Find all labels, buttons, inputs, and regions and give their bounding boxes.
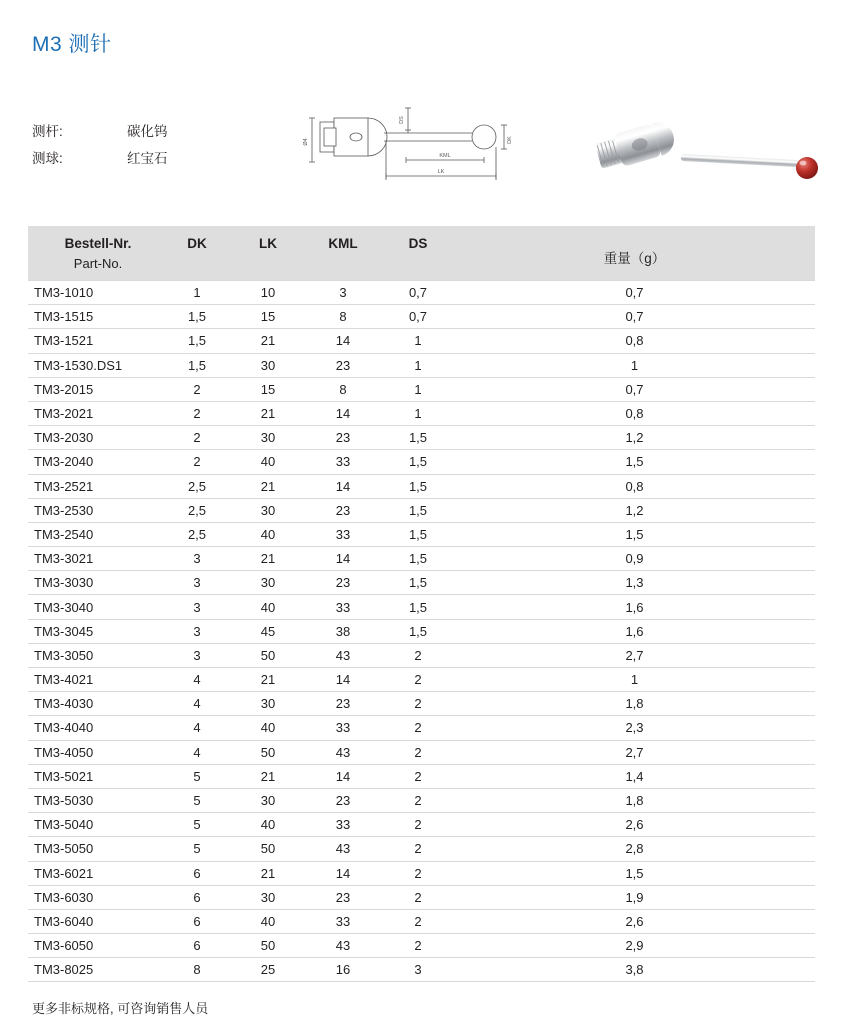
cell-ds: 1,5 [382,450,454,474]
cell-ds: 1 [382,329,454,353]
cell-weight: 1,5 [454,861,815,885]
column-header-spacer [382,253,454,281]
cell-dk: 6 [162,909,232,933]
cell-dk: 1 [162,281,232,305]
cell-kml: 43 [304,934,382,958]
cell-kml: 23 [304,571,382,595]
table-row [28,861,815,885]
cell-lk: 30 [232,788,304,812]
cell-ds: 2 [382,837,454,861]
cell-weight: 3,8 [454,958,815,982]
cell-lk: 30 [232,426,304,450]
cell-dk: 2,5 [162,474,232,498]
cell-ds: 2 [382,788,454,812]
cell-kml: 43 [304,740,382,764]
cell-weight: 2,6 [454,813,815,837]
cell-weight: 0,7 [454,305,815,329]
table-row [28,764,815,788]
cell-part-no: TM3-5050 [28,837,162,861]
cell-lk: 21 [232,401,304,425]
cell-dk: 3 [162,643,232,667]
cell-lk: 50 [232,643,304,667]
cell-dk: 2,5 [162,498,232,522]
cell-dk: 1,5 [162,329,232,353]
table-row [28,813,815,837]
cell-part-no: TM3-6021 [28,861,162,885]
table-row [28,692,815,716]
cell-dk: 4 [162,716,232,740]
drawing-label-ds: DS [399,116,405,124]
cell-weight: 2,8 [454,837,815,861]
spec-value: 碳化钨 [127,124,168,139]
cell-lk: 21 [232,547,304,571]
cell-weight: 1,2 [454,426,815,450]
cell-part-no: TM3-3030 [28,571,162,595]
spec-list [32,120,168,174]
cell-weight: 1,3 [454,571,815,595]
cell-weight: 0,8 [454,401,815,425]
table-row [28,934,815,958]
cell-kml: 14 [304,329,382,353]
cell-ds: 1,5 [382,522,454,546]
cell-ds: 2 [382,885,454,909]
cell-part-no: TM3-8025 [28,958,162,982]
cell-weight: 2,9 [454,934,815,958]
spec-label: 测杆: [32,124,63,139]
cell-ds: 1,5 [382,426,454,450]
cell-lk: 40 [232,522,304,546]
column-header-lk: LK [232,226,304,253]
cell-part-no: TM3-2540 [28,522,162,546]
cell-kml: 16 [304,958,382,982]
cell-lk: 30 [232,498,304,522]
cell-part-no: TM3-3021 [28,547,162,571]
cell-weight: 0,7 [454,377,815,401]
cell-kml: 23 [304,692,382,716]
cell-weight: 1,6 [454,619,815,643]
cell-kml: 43 [304,643,382,667]
spec-row [32,147,168,167]
cell-ds: 1 [382,353,454,377]
cell-ds: 2 [382,716,454,740]
table-row [28,885,815,909]
cell-kml: 33 [304,522,382,546]
cell-part-no: TM3-3045 [28,619,162,643]
cell-ds: 1,5 [382,571,454,595]
cell-lk: 15 [232,305,304,329]
cell-ds: 1 [382,401,454,425]
cell-part-no: TM3-2040 [28,450,162,474]
table-row [28,377,815,401]
cell-dk: 2 [162,450,232,474]
cell-dk: 2 [162,426,232,450]
cell-dk: 6 [162,885,232,909]
cell-kml: 14 [304,474,382,498]
cell-part-no: TM3-4040 [28,716,162,740]
cell-kml: 23 [304,498,382,522]
cell-part-no: TM3-2021 [28,401,162,425]
table-row [28,474,815,498]
table-row [28,401,815,425]
table-row [28,716,815,740]
cell-lk: 30 [232,571,304,595]
cell-kml: 23 [304,788,382,812]
cell-dk: 5 [162,837,232,861]
cell-kml: 33 [304,716,382,740]
cell-ds: 1,5 [382,595,454,619]
cell-weight: 1,9 [454,885,815,909]
cell-ds: 2 [382,643,454,667]
table-row [28,329,815,353]
cell-kml: 14 [304,547,382,571]
cell-dk: 1,5 [162,305,232,329]
cell-dk: 6 [162,861,232,885]
cell-lk: 40 [232,716,304,740]
cell-part-no: TM3-6040 [28,909,162,933]
cell-dk: 5 [162,813,232,837]
cell-part-no: TM3-2521 [28,474,162,498]
column-header-kml: KML [304,226,382,253]
cell-weight: 1,5 [454,450,815,474]
cell-dk: 5 [162,764,232,788]
table-row [28,281,815,305]
cell-kml: 33 [304,595,382,619]
cell-lk: 25 [232,958,304,982]
column-header-spacer [232,253,304,281]
cell-ds: 1,5 [382,619,454,643]
cell-part-no: TM3-3050 [28,643,162,667]
cell-dk: 5 [162,788,232,812]
cell-kml: 8 [304,305,382,329]
cell-kml: 3 [304,281,382,305]
spec-row [32,120,168,140]
cell-dk: 4 [162,668,232,692]
cell-lk: 50 [232,740,304,764]
cell-lk: 45 [232,619,304,643]
cell-lk: 40 [232,909,304,933]
table-body [28,281,815,982]
table-row [28,837,815,861]
cell-ds: 3 [382,958,454,982]
cell-kml: 33 [304,909,382,933]
cell-part-no: TM3-5040 [28,813,162,837]
cell-dk: 2,5 [162,522,232,546]
column-header-spacer [162,253,232,281]
cell-part-no: TM3-1010 [28,281,162,305]
cell-part-no: TM3-6050 [28,934,162,958]
cell-dk: 3 [162,547,232,571]
cell-part-no: TM3-5030 [28,788,162,812]
drawing-label-lk: LK [437,169,445,175]
column-header-part-no: Bestell-Nr. [28,226,162,253]
cell-weight: 1,8 [454,692,815,716]
table-row [28,426,815,450]
table-row [28,595,815,619]
cell-kml: 14 [304,764,382,788]
cell-lk: 21 [232,861,304,885]
column-header-weight: 重量（g） [454,226,815,281]
stylus-technical-drawing [298,100,543,205]
cell-dk: 2 [162,401,232,425]
spec-label: 测球: [32,151,63,166]
cell-lk: 15 [232,377,304,401]
cell-dk: 4 [162,692,232,716]
cell-part-no: TM3-1515 [28,305,162,329]
table-row [28,958,815,982]
cell-kml: 33 [304,450,382,474]
table-row [28,643,815,667]
cell-lk: 21 [232,474,304,498]
cell-lk: 40 [232,813,304,837]
cell-ds: 1 [382,377,454,401]
drawing-label-dk: DK [507,136,513,144]
cell-kml: 23 [304,885,382,909]
stylus-product-photo [583,104,843,204]
table-row [28,498,815,522]
cell-weight: 0,8 [454,329,815,353]
cell-weight: 0,9 [454,547,815,571]
cell-weight: 1 [454,668,815,692]
table-row [28,522,815,546]
cell-lk: 21 [232,668,304,692]
cell-ds: 0,7 [382,281,454,305]
cell-lk: 50 [232,934,304,958]
cell-kml: 14 [304,401,382,425]
cell-dk: 2 [162,377,232,401]
cell-ds: 2 [382,909,454,933]
cell-part-no: TM3-4030 [28,692,162,716]
cell-kml: 23 [304,353,382,377]
cell-weight: 2,3 [454,716,815,740]
cell-lk: 40 [232,450,304,474]
cell-kml: 23 [304,426,382,450]
cell-part-no: TM3-4021 [28,668,162,692]
cell-ds: 2 [382,740,454,764]
spec-and-figures [28,100,815,220]
cell-weight: 0,7 [454,281,815,305]
cell-kml: 43 [304,837,382,861]
table-header [28,226,815,281]
cell-lk: 50 [232,837,304,861]
column-header-part-no-secondary: Part-No. [28,253,162,281]
spec-value: 红宝石 [127,151,168,166]
cell-dk: 1,5 [162,353,232,377]
cell-ds: 1,5 [382,474,454,498]
table-row [28,619,815,643]
cell-lk: 30 [232,692,304,716]
cell-dk: 3 [162,595,232,619]
cell-lk: 30 [232,885,304,909]
column-header-dk: DK [162,226,232,253]
parts-table [28,226,815,982]
cell-lk: 40 [232,595,304,619]
cell-weight: 2,6 [454,909,815,933]
cell-part-no: TM3-1521 [28,329,162,353]
cell-part-no: TM3-2030 [28,426,162,450]
cell-dk: 8 [162,958,232,982]
table-row [28,909,815,933]
cell-dk: 6 [162,934,232,958]
table-row [28,450,815,474]
cell-ds: 1,5 [382,547,454,571]
cell-part-no: TM3-6030 [28,885,162,909]
table-row [28,353,815,377]
cell-lk: 21 [232,764,304,788]
cell-part-no: TM3-3040 [28,595,162,619]
cell-weight: 1,5 [454,522,815,546]
footnote: 更多非标规格, 可咨询销售人员 [32,1001,209,1017]
cell-kml: 33 [304,813,382,837]
cell-weight: 1,4 [454,764,815,788]
cell-weight: 1,2 [454,498,815,522]
cell-ds: 1,5 [382,498,454,522]
cell-weight: 1,6 [454,595,815,619]
table-row [28,305,815,329]
cell-part-no: TM3-2015 [28,377,162,401]
table-row [28,547,815,571]
cell-lk: 30 [232,353,304,377]
cell-ds: 2 [382,813,454,837]
cell-lk: 10 [232,281,304,305]
drawing-label-d4: Ø4 [303,138,309,146]
cell-part-no: TM3-2530 [28,498,162,522]
cell-kml: 38 [304,619,382,643]
column-header-ds: DS [382,226,454,253]
cell-dk: 4 [162,740,232,764]
cell-ds: 2 [382,692,454,716]
cell-ds: 0,7 [382,305,454,329]
cell-ds: 2 [382,668,454,692]
cell-kml: 14 [304,861,382,885]
cell-part-no: TM3-5021 [28,764,162,788]
cell-kml: 8 [304,377,382,401]
cell-ds: 2 [382,934,454,958]
cell-lk: 21 [232,329,304,353]
cell-part-no: TM3-4050 [28,740,162,764]
table-row [28,668,815,692]
page-title: M3 测针 [32,33,112,56]
cell-weight: 1,8 [454,788,815,812]
cell-dk: 3 [162,571,232,595]
cell-ds: 2 [382,861,454,885]
column-header-spacer [304,253,382,281]
cell-weight: 2,7 [454,740,815,764]
table-row [28,571,815,595]
table-row [28,740,815,764]
cell-kml: 14 [304,668,382,692]
drawing-label-kml: KML [439,153,451,159]
cell-dk: 3 [162,619,232,643]
cell-weight: 1 [454,353,815,377]
table-row [28,788,815,812]
cell-ds: 2 [382,764,454,788]
cell-part-no: TM3-1530.DS1 [28,353,162,377]
cell-weight: 0,8 [454,474,815,498]
cell-weight: 2,7 [454,643,815,667]
